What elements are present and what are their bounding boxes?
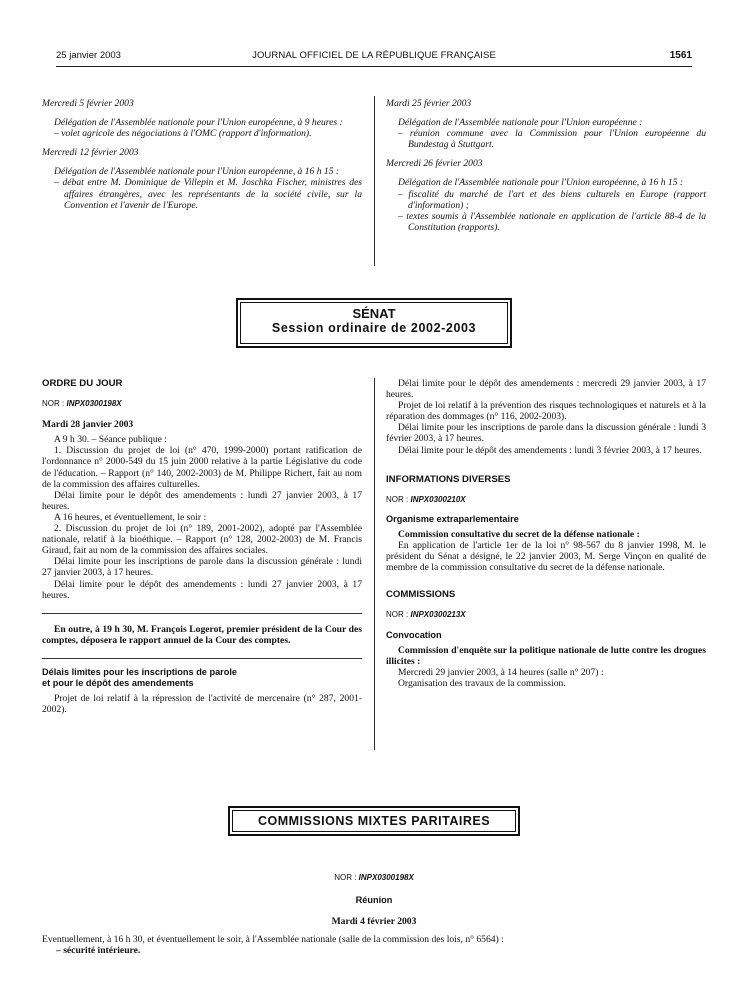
date-heading: Mardi 25 février 2003 <box>386 98 472 109</box>
page-number: 1561 <box>669 50 692 61</box>
senat-title: SÉNAT <box>352 306 396 321</box>
paragraph: Délai limite pour le dépôt des amendements : lundi 27 janvier 2003, à 17 heures. <box>42 489 362 512</box>
commission-name: Commission d'enquête sur la politique nationale de lutte contre les drogues illicites : <box>386 644 706 667</box>
header-rule <box>56 66 692 67</box>
paragraph: Organisation des travaux de la commission. <box>398 677 566 689</box>
paragraph: Délégation de l'Assemblée nationale pour l'Union européenne, à 16 h 15 : <box>54 166 340 178</box>
nor-reference <box>42 398 362 409</box>
header-date: 25 janvier 2003 <box>56 50 121 61</box>
reunion-heading: Réunion <box>355 895 393 906</box>
paragraph: Délai limite pour le dépôt des amendements : lundi 3 février 2003, à 17 heures. <box>398 444 702 456</box>
page-header <box>56 50 692 64</box>
nor-reference <box>56 872 692 883</box>
paragraph: 2. Discussion du projet de loi (n° 189, 2001-2002), adopté par l'Assemblée nationale, relatif à la bioéthique. – Rapport (n° 128, 2002-2003) de M. Francis Giraud, fait au nom de la commission des affaires sociales. <box>42 523 362 557</box>
paragraph: Délégation de l'Assemblée nationale pour l'Union européenne, à 16 h 15 : <box>398 177 684 189</box>
paragraph: – textes soumis à l'Assemblée nationale en application de l'article 88-4 de la Constitution (rapports). <box>398 210 706 233</box>
nor-reference <box>386 494 706 505</box>
paragraph: A 9 h 30. – Séance publique : <box>54 434 167 446</box>
paragraph: Délai limite pour le dépôt des amendements : mercredi 29 janvier 2003, à 17 heures. <box>386 378 706 401</box>
session-title: Session ordinaire de 2002-2003 <box>271 321 477 335</box>
ordre-du-jour-heading: ORDRE DU JOUR <box>42 378 123 389</box>
paragraph: 1. Discussion du projet de loi (n° 470, 1999-2000) portant ratification de l'ordonnance n° 2000-549 du 15 juin 2000 relative à la partie Législative du code de l'éducation. – Rapport (n° 140, 2002-2003) de M. Philippe Richert, fait au nom de la commission des affaires culturelles. <box>42 445 362 490</box>
paragraph: – fiscalité du marché de l'art et des biens culturels en Europe (rapport d'information) ; <box>398 188 706 211</box>
date-heading: Mercredi 12 février 2003 <box>42 147 139 159</box>
nor-reference <box>386 609 706 620</box>
delais-heading-line1: Délais limites pour les inscriptions de parole <box>42 666 238 677</box>
journal-title: JOURNAL OFFICIEL DE LA RÉPUBLIQUE FRANÇAISE <box>252 50 496 61</box>
section-rule <box>42 613 362 614</box>
paragraph: Projet de loi relatif à la prévention des risques technologiques et naturels et à la réparation des dommages (n° 116, 2002-2003). <box>386 400 706 423</box>
section-rule <box>42 658 362 659</box>
cmp-section <box>42 872 692 956</box>
paragraph: Délégation de l'Assemblée nationale pour l'Union européenne : <box>398 117 643 129</box>
nor-code: INPX0300213X <box>410 610 466 620</box>
nor-label: NOR : <box>386 610 409 620</box>
nor-code: INPX0300198X <box>66 399 122 409</box>
delais-heading-line2: et pour le dépôt des amendements <box>42 677 194 688</box>
session-date: Mardi 28 janvier 2003 <box>42 419 134 431</box>
nor-label: NOR : <box>42 399 65 409</box>
top-right-column <box>386 98 706 233</box>
announcement: En outre, à 19 h 30, M. François Logerot, premier président de la Cour des comptes, déposera le rapport annuel de la Cour des comptes. <box>42 623 362 646</box>
paragraph: Délégation de l'Assemblée nationale pour l'Union européenne, à 9 heures : <box>54 117 343 129</box>
column-divider <box>374 96 375 266</box>
cmp-title: COMMISSIONS MIXTES PARITAIRES <box>257 814 491 828</box>
top-left-column <box>42 98 362 211</box>
paragraph: – réunion commune avec la Commission pour l'Union européenne du Bundestag à Stuttgart. <box>398 128 706 151</box>
paragraph: Délai limite pour le dépôt des amendements : lundi 27 janvier 2003, à 17 heures. <box>42 578 362 601</box>
left-main-column <box>42 378 362 715</box>
senat-title-box <box>236 298 512 348</box>
commissions-heading: COMMISSIONS <box>386 589 456 601</box>
paragraph: Délai limite pour les inscriptions de parole dans la discussion générale : lundi 27 janvier 2003, à 17 heures. <box>42 556 362 579</box>
commission-name: Commission consultative du secret de la défense nationale : <box>398 528 640 540</box>
date-heading: Mercredi 5 février 2003 <box>42 98 134 109</box>
meeting-date: Mardi 4 février 2003 <box>331 916 417 928</box>
nor-code: INPX0300210X <box>410 494 466 504</box>
nor-label: NOR : <box>334 873 357 882</box>
paragraph: A 16 heures, et éventuellement, le soir : <box>54 511 207 523</box>
right-main-column <box>386 378 706 689</box>
paragraph: Eventuellement, à 16 h 30, et éventuellement le soir, à l'Assemblée nationale (salle de la commission des lois, n° 6564) : <box>42 933 504 945</box>
paragraph: En application de l'article 1er de la loi n° 98-567 du 8 janvier 1998, M. le président du Sénat a désigné, le 22 janvier 2003, M. Serge Vinçon en qualité de membre de la commission consultative du secret de la défense nationale. <box>386 540 706 574</box>
paragraph: Délai limite pour les inscriptions de parole dans la discussion générale : lundi 3 février 2003, à 17 heures. <box>386 422 706 445</box>
nor-label: NOR : <box>386 494 409 504</box>
convocation-heading: Convocation <box>386 629 442 640</box>
paragraph: Projet de loi relatif à la répression de l'activité de mercenaire (n° 287, 2001-2002). <box>42 693 362 716</box>
paragraph: – sécurité intérieure. <box>56 944 141 956</box>
nor-code: INPX0300198X <box>358 873 414 882</box>
date-heading: Mercredi 26 février 2003 <box>386 158 483 170</box>
organisme-heading: Organisme extraparlementaire <box>386 513 519 524</box>
paragraph: – volet agricole des négociations à l'OMC (rapport d'information). <box>54 128 312 140</box>
paragraph: – débat entre M. Dominique de Villepin et M. Joschka Fischer, ministres des affaires étrangères, avec les représentants de la société civile, sur la Convention et l'avenir de l'Europe. <box>54 177 362 211</box>
cmp-title-box <box>228 806 520 836</box>
column-divider <box>374 378 375 750</box>
informations-diverses-heading: INFORMATIONS DIVERSES <box>386 473 511 485</box>
meeting-date: Mercredi 29 janvier 2003, à 14 heures (salle n° 207) : <box>398 666 604 678</box>
